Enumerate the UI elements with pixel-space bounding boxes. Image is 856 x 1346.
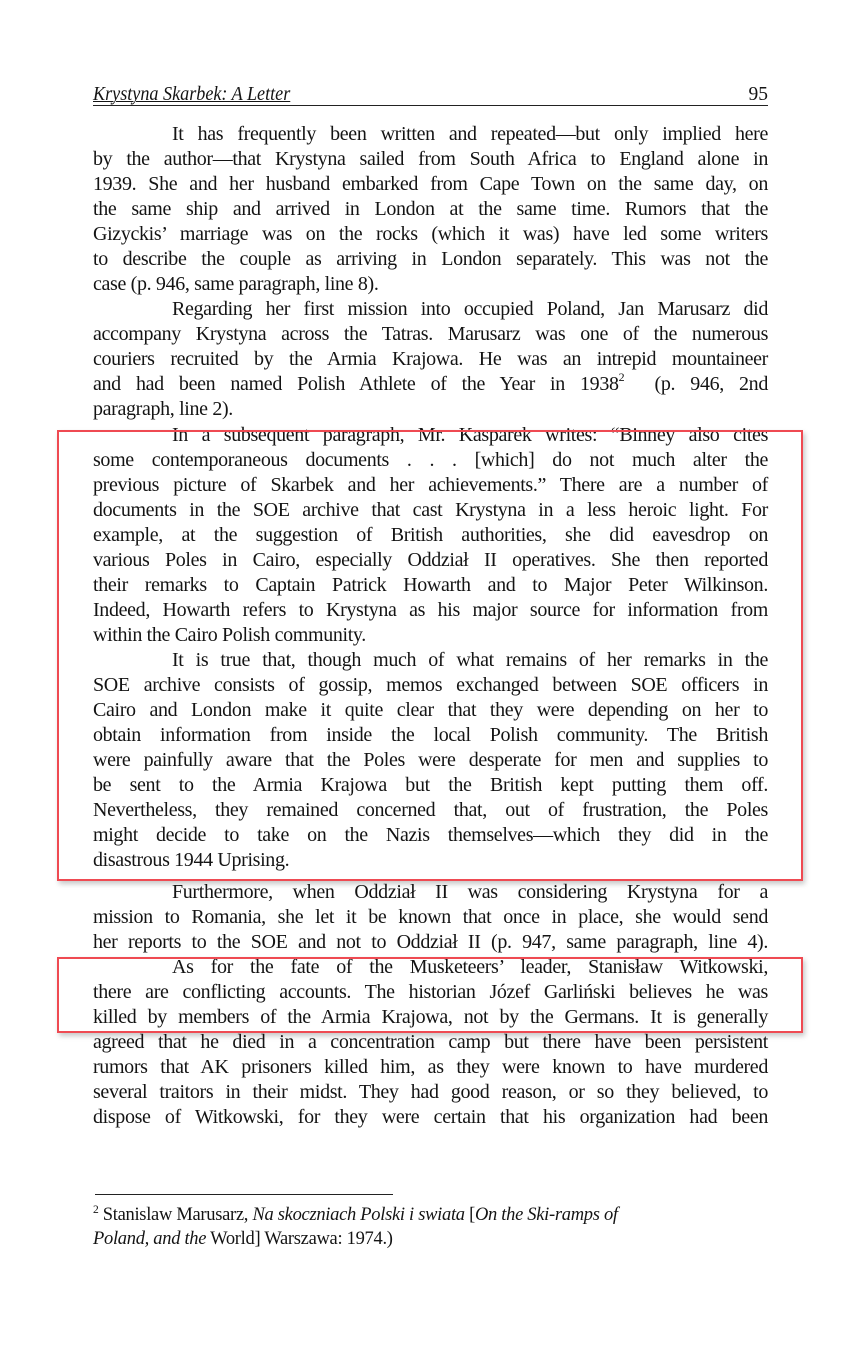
text-line: there are conflicting accounts. The historian Józef Garliński believes he was <box>93 981 768 1003</box>
text-line: 1939. She and her husband embarked from Cape Town on the same day, on <box>93 173 768 195</box>
footnote-bracket: [ <box>469 1205 475 1225</box>
text-line: various Poles in Cairo, especially Oddział II operatives. She then reported <box>93 549 768 571</box>
footnote-line-1 <box>93 1203 768 1227</box>
footnote-marker: 2 <box>93 1204 99 1216</box>
text-line: were painfully aware that the Poles were desperate for men and supplies to <box>93 749 768 771</box>
text-line: several traitors in their midst. They had good reason, or so they believed, to <box>93 1081 768 1103</box>
running-title: Krystyna Skarbek: A Letter <box>93 84 291 105</box>
text-line: SOE archive consists of gossip, memos exchanged between SOE officers in <box>93 674 768 696</box>
text-line: Nevertheless, they remained concerned that, out of frustration, the Poles <box>93 799 768 821</box>
text-line: killed by members of the Armia Krajowa, not by the Germans. It is generally <box>93 1006 768 1028</box>
text-line: disastrous 1944 Uprising. <box>93 849 290 871</box>
text-line: rumors that AK prisoners killed him, as they were known to have murdered <box>93 1056 768 1078</box>
footnote-translation-3: World] <box>210 1229 261 1249</box>
text-line: As for the fate of the Musketeers’ leader, Stanisław Witkowski, <box>172 956 768 978</box>
text-line: documents in the SOE archive that cast Krystyna in a less heroic light. For <box>93 499 768 521</box>
text-line: be sent to the Armia Krajowa but the British kept putting them off. <box>93 774 768 796</box>
text-line: Gizyckis’ marriage was on the rocks (which it was) have led some writers <box>93 223 768 245</box>
text-line: It has frequently been written and repeated—but only implied here <box>172 123 768 145</box>
footnote-title: Na skoczniach Polski i swiata <box>252 1205 465 1225</box>
text-line: the same ship and arrived in London at the same time. Rumors that the <box>93 198 768 220</box>
text-line: mission to Romania, she let it be known that once in place, she would send <box>93 906 768 928</box>
text-line: It is true that, though much of what remains of her remarks in the <box>172 649 768 671</box>
footnote-translation-1: On the Ski-ramps of <box>474 1205 618 1225</box>
text-line: agreed that he died in a concentration camp but there have been persistent <box>93 1031 768 1053</box>
footnote-reference[interactable]: 2 <box>618 370 625 384</box>
line-tail: (p. 946, 2nd <box>624 373 768 395</box>
text-line: dispose of Witkowski, for they were certain that his organization had been <box>93 1106 768 1128</box>
text-line: Cairo and London make it quite clear that they were depending on her to <box>93 699 768 721</box>
text-line: might decide to take on the Nazis themselves—which they did in the <box>93 824 768 846</box>
page-header <box>93 84 768 106</box>
text-line: example, at the suggestion of British authorities, she did eavesdrop on <box>93 524 768 546</box>
text-line: obtain information from inside the local Polish community. The British <box>93 724 768 746</box>
text-line: their remarks to Captain Patrick Howarth and to Major Peter Wilkinson. <box>93 574 768 596</box>
text-line-with-footnote <box>93 372 768 397</box>
text-line: paragraph, line 2). <box>93 398 233 420</box>
text-line: within the Cairo Polish community. <box>93 624 366 646</box>
footnote-translation-2: Poland, and the <box>93 1229 207 1249</box>
text-line: previous picture of Skarbek and her achievements.” There are a number of <box>93 474 768 496</box>
text-line: some contemporaneous documents . . . [which] do not much alter the <box>93 449 768 471</box>
text-line: to describe the couple as arriving in London separately. This was not the <box>93 248 768 270</box>
text-line: Indeed, Howarth refers to Krystyna as his major source for information from <box>93 599 768 621</box>
footnote-author: Stanislaw Marusarz, <box>102 1205 249 1225</box>
text-line: by the author—that Krystyna sailed from South Africa to England alone in <box>93 148 768 170</box>
footnote-line-2 <box>93 1227 768 1251</box>
line-text: and had been named Polish Athlete of the Year in 1938 <box>93 373 619 395</box>
text-line: Furthermore, when Oddział II was considering Krystyna for a <box>172 881 768 903</box>
page-number: 95 <box>748 84 768 105</box>
text-line: accompany Krystyna across the Tatras. Marusarz was one of the numerous <box>93 323 768 345</box>
text-line: In a subsequent paragraph, Mr. Kasparek writes: “Binney also cites <box>172 424 768 446</box>
text-line: couriers recruited by the Armia Krajowa. He was an intrepid mountaineer <box>93 348 768 370</box>
footnote-publication: Warszawa: 1974.) <box>264 1229 393 1249</box>
text-line: her reports to the SOE and not to Oddział II (p. 947, same paragraph, line 4). <box>93 931 768 953</box>
footnote-rule <box>95 1194 393 1195</box>
text-line: Regarding her first mission into occupied Poland, Jan Marusarz did <box>172 298 768 320</box>
text-line: case (p. 946, same paragraph, line 8). <box>93 273 379 295</box>
